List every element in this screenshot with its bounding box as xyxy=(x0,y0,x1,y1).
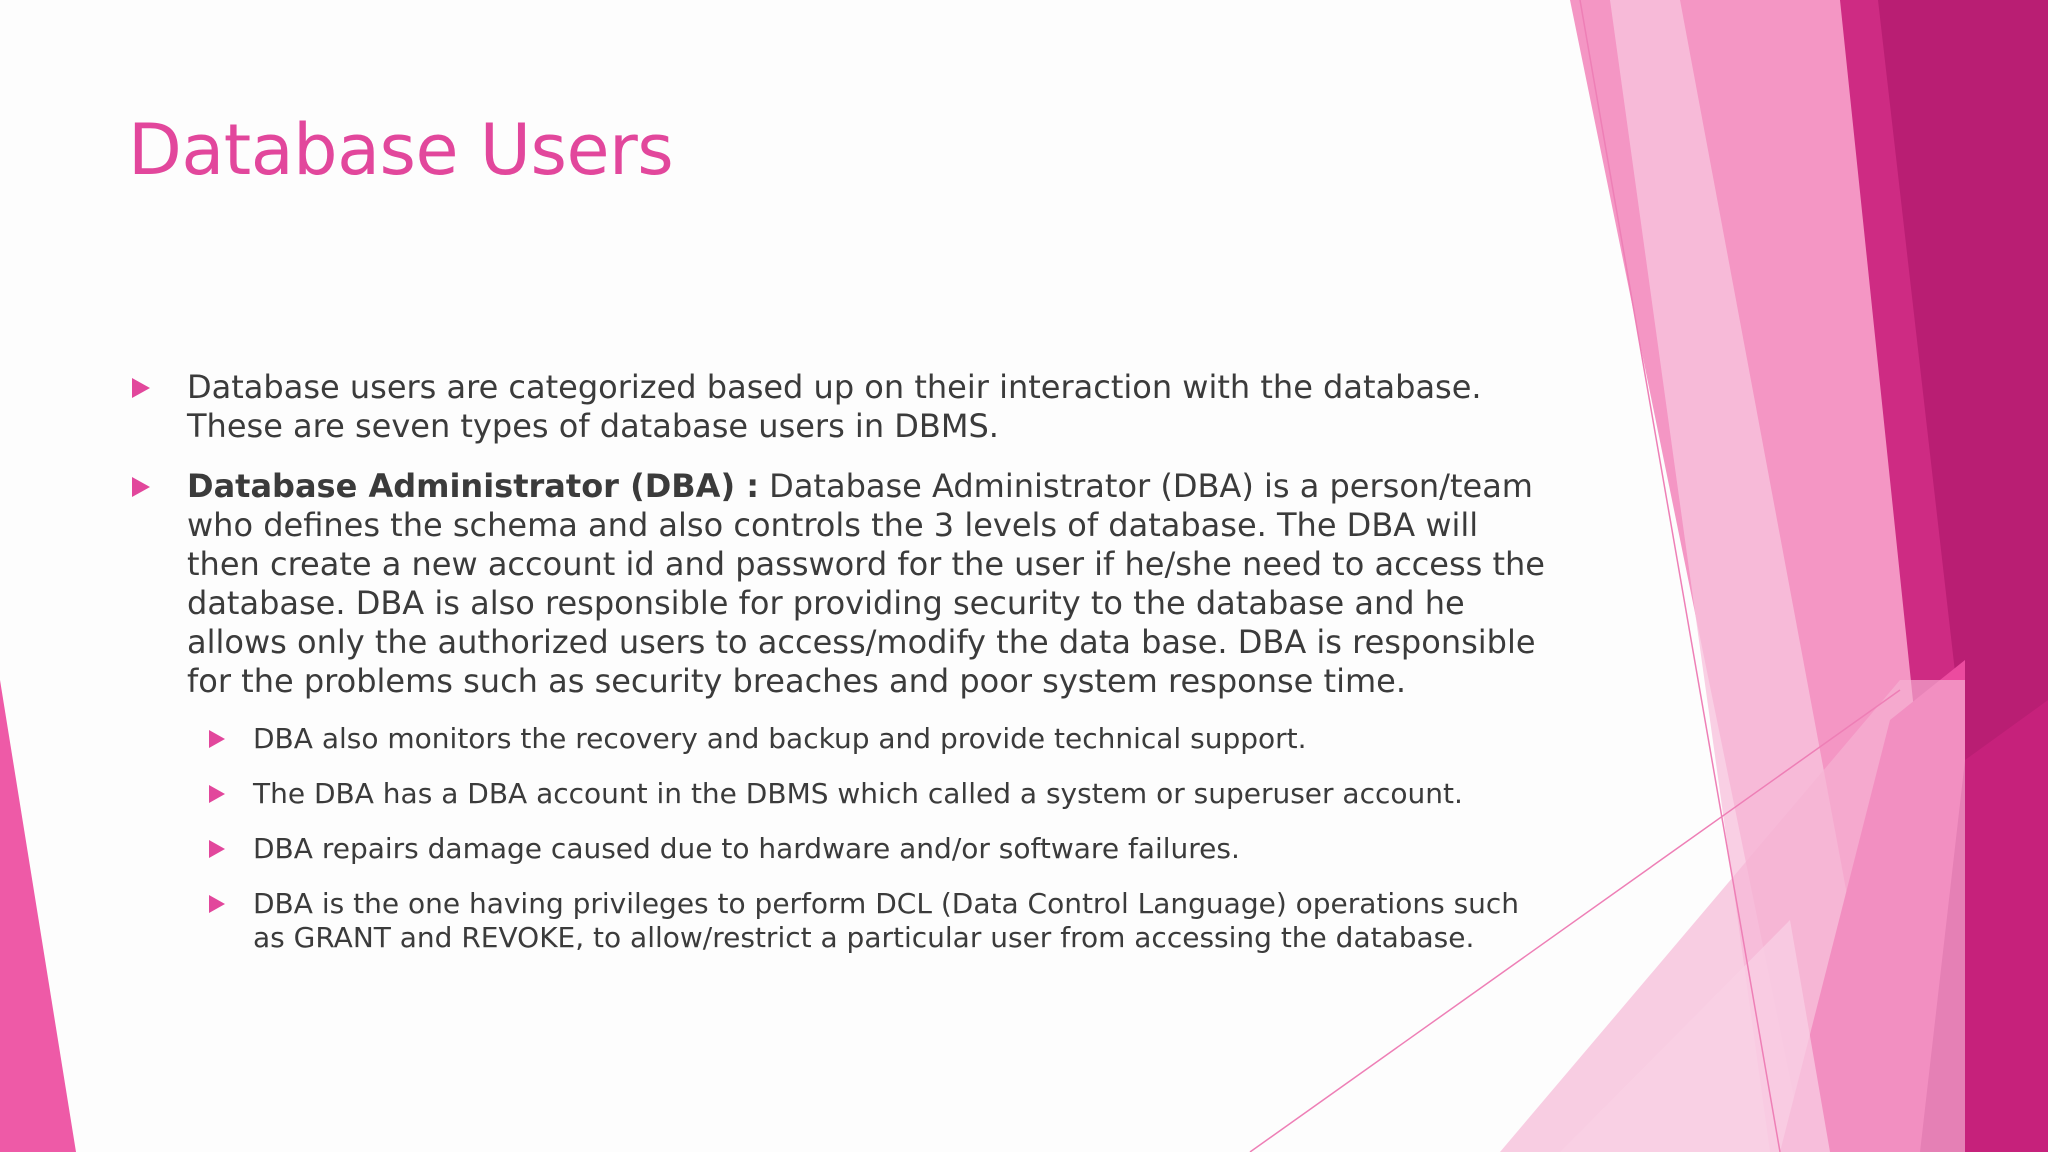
sub-bullet-item-1-text: DBA also monitors the recovery and backup and provide technical support. xyxy=(253,722,1307,755)
left-pink-shape xyxy=(0,680,76,1152)
triangle-bullet-icon xyxy=(209,785,225,803)
bullet-item-2 xyxy=(128,467,1548,701)
sub-bullet-item-3-text: DBA repairs damage caused due to hardware and/or software failures. xyxy=(253,832,1240,865)
bullet-item-2-text: Database Administrator (DBA) is a person/team who defines the schema and also controls the 3 levels of database. The DBA will then create a new account id and password for the user if he/she need to access the database. DBA is also responsible for providing security to the database and he allows only the authorized users to access/modify the data base. DBA is responsible for the problems such as security breaches and poor system response time. xyxy=(187,467,1545,700)
sub-bullet-item-3 xyxy=(209,832,1548,866)
triangle-bullet-icon xyxy=(132,477,150,497)
slide-title: Database Users xyxy=(128,109,674,191)
bullet-item-2-lead: Database Administrator (DBA) : xyxy=(187,467,759,505)
sub-bullet-item-2 xyxy=(209,777,1548,811)
sub-bullet-item-4-text: DBA is the one having privileges to perform DCL (Data Control Language) operations such as GRANT and REVOKE, to allow/restrict a particular user from accessing the database. xyxy=(253,887,1520,954)
sub-bullet-item-4 xyxy=(209,887,1548,955)
triangle-bullet-icon xyxy=(209,895,225,913)
sub-bullet-item-1 xyxy=(209,722,1548,756)
sub-bullet-item-2-text: The DBA has a DBA account in the DBMS which called a system or superuser account. xyxy=(253,777,1463,810)
triangle-bullet-icon xyxy=(209,840,225,858)
bullet-item-1 xyxy=(128,368,1548,446)
slide-body xyxy=(128,368,1548,976)
triangle-bullet-icon xyxy=(132,378,150,398)
bullet-item-1-text: Database users are categorized based up on their interaction with the database. These are seven types of database users in DBMS. xyxy=(187,368,1482,445)
triangle-bullet-icon xyxy=(209,730,225,748)
